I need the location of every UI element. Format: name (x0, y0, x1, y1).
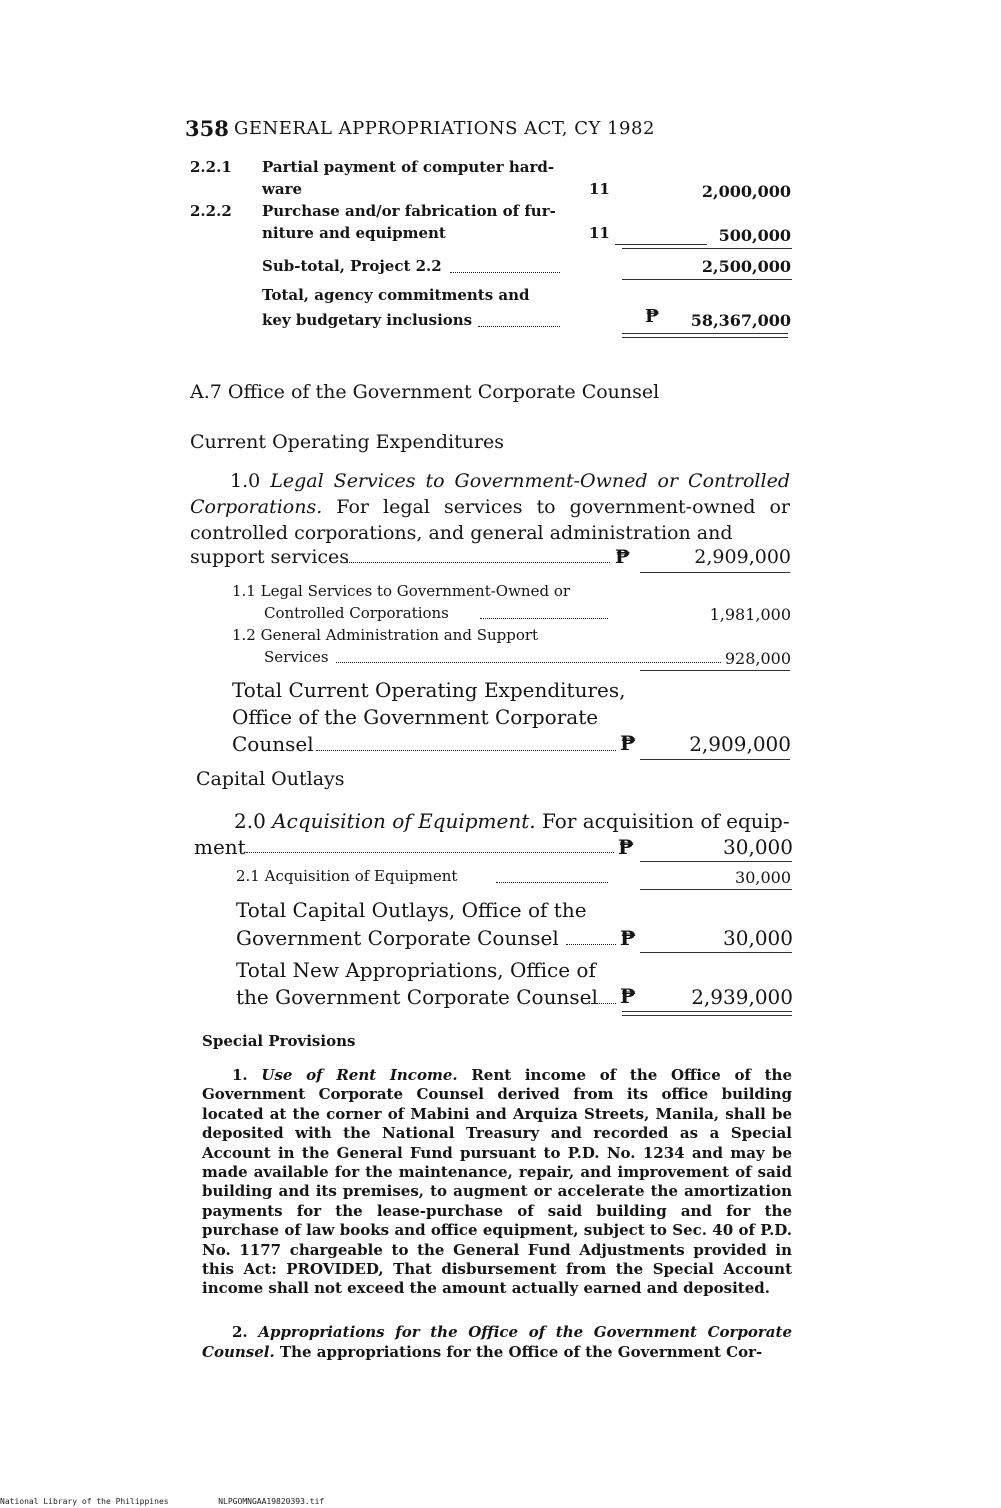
dot-leader (478, 326, 560, 327)
total-amount: 2,939,000 (691, 985, 793, 1009)
total-label: Total New Appropriations, Office of (236, 958, 596, 982)
total-amount: 30,000 (723, 926, 793, 950)
provision-title: Appropriations for the Office of the Government Corporate Counsel. (202, 1323, 792, 1361)
dot-leader (496, 882, 608, 883)
sub-item-amount: 30,000 (735, 868, 791, 887)
row-number: 2.2.2 (190, 202, 232, 220)
peso-sign: ₱ (620, 926, 636, 950)
sub-item-label: 1.2 General Administration and Support (232, 626, 539, 644)
section-heading: A.7 Office of the Government Corporate Counsel (190, 381, 660, 403)
dot-leader (345, 562, 610, 563)
provision-number: 1. (232, 1066, 248, 1084)
scan-footer (0, 1497, 324, 1506)
item-text: For acquisition of equip- (542, 809, 790, 833)
current-expenditures-heading: Current Operating Expenditures (190, 431, 505, 453)
capital-outlays-heading: Capital Outlays (196, 768, 345, 790)
total-label: Total Capital Outlays, Office of the (236, 898, 587, 922)
item-title: Legal Services to Government-Owned or Controlled Corporations. (190, 470, 790, 518)
total-label: Counsel (232, 732, 314, 756)
sub-item-amount: 1,981,000 (709, 605, 791, 624)
item-amount: 2,909,000 (694, 546, 791, 568)
item-paragraph (234, 809, 790, 833)
peso-sign: ₱ (620, 984, 636, 1008)
total-label: Office of the Government Corporate (232, 705, 599, 729)
sub-item-label: Controlled Corporations (264, 604, 449, 622)
peso-sign: ₱ (645, 306, 660, 327)
total-label: Total Current Operating Expenditures, (232, 678, 626, 702)
amount-underline (640, 670, 790, 671)
footer-library: National Library of the Philippines (0, 1497, 169, 1506)
provision-2 (202, 1322, 792, 1362)
item-last-line: ment (194, 835, 246, 859)
peso-sign: ₱ (615, 546, 631, 568)
amount-underline (640, 759, 790, 760)
total-amount: 58,367,000 (690, 311, 791, 330)
amount-underline (622, 279, 792, 280)
sub-item-amount: 928,000 (724, 649, 791, 668)
dot-leader (566, 944, 616, 945)
total-label: Government Corporate Counsel (236, 926, 559, 950)
expense-code: 11 (589, 224, 610, 242)
provision-number: 2. (232, 1323, 248, 1341)
item-number: 2.0 (234, 809, 266, 833)
item-paragraph (190, 468, 790, 546)
amount-underline (622, 248, 792, 249)
dot-leader (336, 662, 721, 663)
sub-item-label: 1.1 Legal Services to Government-Owned or (232, 582, 571, 600)
subtotal-label: Sub-total, Project 2.2 (262, 257, 442, 275)
total-label: key budgetary inclusions (262, 311, 473, 329)
amount-underline (640, 572, 790, 573)
amount-underline (640, 889, 792, 890)
item-last-line: support services (190, 546, 350, 568)
item-number: 1.0 (230, 470, 261, 492)
running-title: GENERAL APPROPRIATIONS ACT, CY 1982 (234, 118, 655, 139)
total-label: the Government Corporate Counsel (236, 985, 598, 1009)
peso-sign: ₱ (618, 835, 634, 859)
double-underline (622, 333, 788, 338)
expense-code: 11 (589, 180, 610, 198)
subtotal-amount: 2,500,000 (701, 257, 791, 276)
sub-item-label: 2.1 Acquisition of Equipment (236, 867, 458, 885)
row-amount: 2,000,000 (701, 182, 791, 201)
double-underline (622, 1011, 792, 1016)
row-number: 2.2.1 (190, 158, 232, 176)
page-number: 358 (185, 116, 229, 141)
dot-leader (450, 272, 560, 273)
item-amount: 30,000 (723, 835, 793, 859)
row-amount: 500,000 (718, 226, 791, 245)
dot-leader (246, 852, 614, 853)
sub-item-label: Services (264, 648, 329, 666)
provision-title: Use of Rent Income. (261, 1066, 458, 1084)
special-provisions-heading: Special Provisions (202, 1032, 356, 1050)
amount-underline (640, 952, 792, 953)
peso-sign: ₱ (620, 731, 636, 755)
provision-text: The appropriations for the Office of the Government Cor- (279, 1343, 763, 1361)
provision-text: Rent income of the Office of the Government Corporate Counsel derived from its office building located at the corner of Mabini and Arquiza Streets, Manila, shall be deposited with the National Treasury and recorded as a Special Account in the General Fund pursuant to P.D. No. 1234 and may be made available for the maintenance, repair, and improvement of said building and its premises, to augment or accelerate the amortization payments for the lease-purchase of said building and for the purchase of law books and office equipment, subject to Sec. 40 of P.D. No. 1177 chargeable to the General Fund Adjustments provided in this Act: PROVIDED, That disbursement from the Special Account income shall not exceed the amount actually earned and deposited. (202, 1066, 792, 1298)
row-label: ware (262, 180, 303, 198)
dot-leader (316, 750, 616, 751)
row-label: Partial payment of computer hard- (262, 158, 555, 176)
item-title: Acquisition of Equipment. (272, 809, 536, 833)
dot-leader (584, 1003, 616, 1004)
row-label: Purchase and/or fabrication of fur- (262, 202, 556, 220)
item-text: For legal services to government-owned or controlled corporations, and general administration and (190, 496, 790, 544)
footer-file: NLPGOMNGAA19820393.tif (218, 1497, 325, 1506)
row-label: niture and equipment (262, 224, 446, 242)
total-amount: 2,909,000 (689, 732, 791, 756)
total-label: Total, agency commitments and (262, 286, 530, 304)
dot-leader (480, 618, 608, 619)
leader-rule (615, 244, 707, 245)
amount-underline (640, 861, 792, 862)
provision-1 (202, 1066, 792, 1299)
